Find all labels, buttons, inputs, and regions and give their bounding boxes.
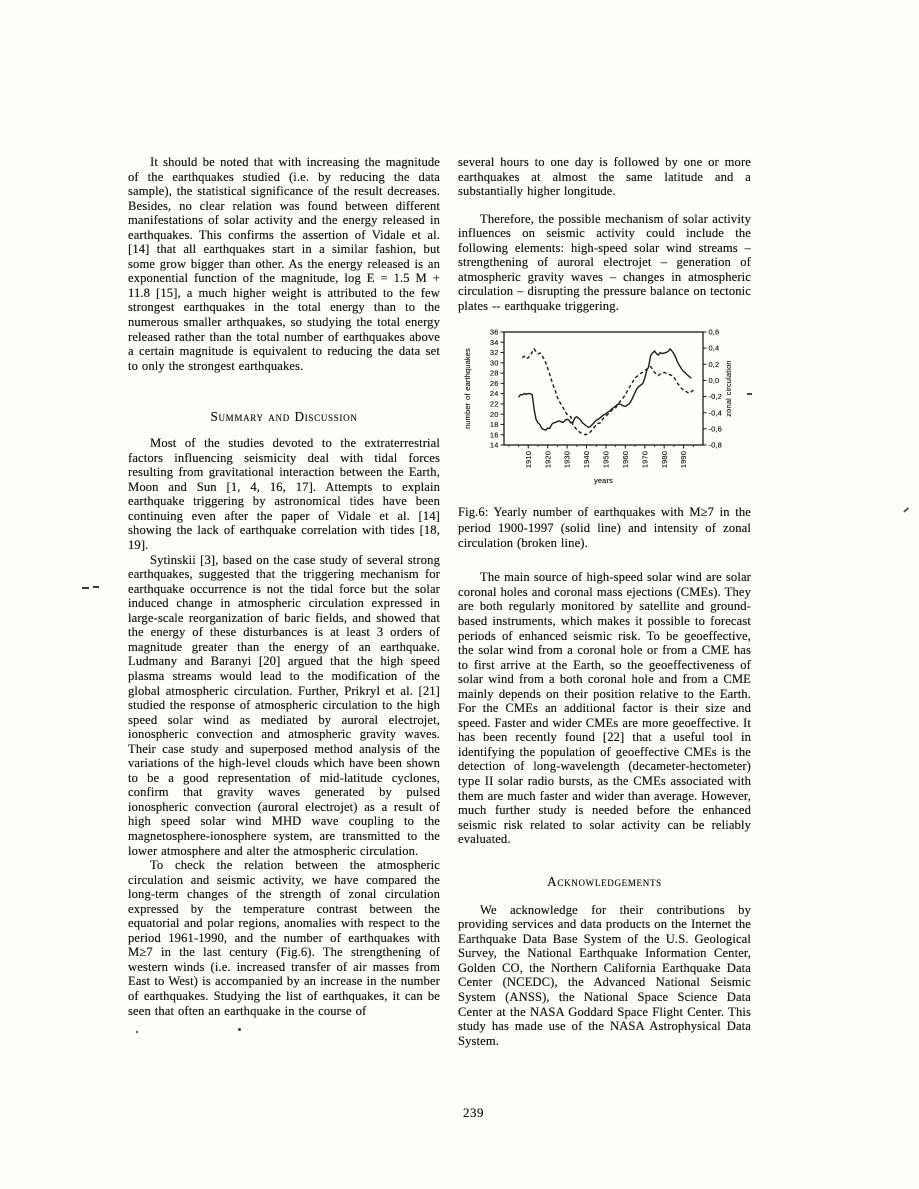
paragraph-continuation: several hours to one day is followed by one or more earthquakes at almost the same latitude and a substantially higher longitude.: [458, 155, 751, 199]
svg-text:14: 14: [489, 441, 499, 451]
svg-text:-0,6: -0,6: [708, 424, 722, 434]
svg-text:1990: 1990: [679, 451, 689, 469]
paragraph-sytinskii: Sytinskii [3], based on the case study of several strong earthquakes, suggested that the triggering mechanism for earthquake occurrence is not the tidal force but the solar induced change in atmospheric circulation expressed in large-scale reorganization of baric fields, and showed that the energy of these disturbances is at least 3 orders of magnitude greater than the energy of an earthquake. Ludmany and Baranyi [20] argued that the high speed plasma streams would lead to the modification of the global atmospheric circulation. Further, Prikryl et al. [21] studied the response of atmospheric circulation to the high speed solar wind as mediated by auroral electrojet, ionospheric convection and atmospheric gravity waves. Their case study and superposed method analysis of the variations of the high-level clouds which have been shown to be a good representation of mid-latitude cyclones, confirm that gravity waves generated by pulsed ionospheric convection (auroral electrojet) as a result of high speed solar wind MHD wave coupling to the magnetosphere-ionosphere system, are transmitted to the lower atmosphere and alter the atmospheric circulation.: [128, 552, 440, 858]
svg-text:22: 22: [489, 399, 499, 409]
figure-chart: [458, 326, 751, 498]
svg-text:30: 30: [489, 358, 499, 368]
scan-artifact: [903, 507, 909, 512]
svg-text:1950: 1950: [601, 451, 611, 469]
scan-artifact: [93, 586, 99, 588]
svg-text:26: 26: [489, 379, 499, 389]
svg-text:16: 16: [489, 430, 499, 440]
svg-text:0,4: 0,4: [708, 344, 720, 354]
svg-text:1940: 1940: [582, 451, 592, 469]
figure-caption: Fig.6: Yearly number of earthquakes with M≥7 in the period 1900-1997 (solid line) and intensity of zonal circulation (broken line).: [458, 505, 751, 551]
svg-text:1960: 1960: [620, 451, 630, 469]
svg-text:20: 20: [489, 410, 499, 420]
paragraph-tidal-forces: Most of the studies devoted to the extraterrestrial factors influencing seismicity deal with tidal forces resulting from gravitational interaction between the Earth, Moon and Sun [1, 4, 16, 17]. Attempts to explain earthquake triggering by astronomical tides have been continuing even after the paper of Vidale et al. [14] showing the lack of earthquake correlation with tides [18, 19].: [128, 436, 440, 553]
paragraph-magnitude-significance: It should be noted that with increasing the magnitude of the earthquakes studied (i.e. by reducing the data sample), the statistical significance of the result decreases. Besides, no clear relation was found between different manifestations of solar activity and the energy released in earthquakes. This confirms the assertion of Vidale et al. [14] that all earthquakes start in a similar fashion, but some grow bigger than other. As the energy released is an exponential function of the magnitude, log E = 1.5 M + 11.8 [15], a much higher weight is attributed to the few strongest earthquakes in the total energy than to the numerous smaller arthquakes, so studying the total energy released rather than the total number of earthquakes above a certain magnitude is equivalent to reducing the data set to only the strongest earthquakes.: [128, 155, 440, 373]
svg-text:18: 18: [489, 420, 499, 430]
svg-text:0,2: 0,2: [708, 360, 720, 370]
svg-text:1910: 1910: [523, 451, 533, 469]
paragraph-zonal-comparison: To check the relation between the atmospheric circulation and seismic activity, we have compared the long-term changes of the strength of zonal circulation expressed by the temperature contrast between the equatorial and polar regions, anomalies with respect to the period 1961-1990, and the number of earthquakes with M≥7 in the last century (Fig.6). The strengthening of western winds (i.e. increased transfer of air masses from East to West) is accompanied by an increase in the number of earthquakes. Studying the list of earthquakes, it can be seen that often an earthquake in the course of: [128, 858, 440, 1018]
svg-text:-0,4: -0,4: [708, 408, 722, 418]
svg-text:0,0: 0,0: [708, 376, 720, 386]
svg-text:0,6: 0,6: [708, 328, 720, 338]
svg-text:-0,8: -0,8: [708, 441, 722, 451]
svg-text:28: 28: [489, 369, 499, 379]
paragraph-mechanism: Therefore, the possible mechanism of solar activity influences on seismic activity could include the following elements: high-speed solar wind streams – strengthening of auroral electrojet – generation of atmospheric gravity waves – changes in atmospheric circulation – disrupting the pressure balance on tectonic plates -- earthquake triggering.: [458, 211, 751, 313]
scan-artifact: [238, 1028, 241, 1031]
section-heading-acknowledgements: Acknowledgements: [547, 873, 662, 889]
svg-text:1980: 1980: [659, 451, 669, 469]
svg-text:32: 32: [489, 348, 499, 358]
section-heading-summary-discussion: Summary and Discussion: [210, 409, 358, 425]
scan-artifact: [82, 587, 89, 589]
svg-text:36: 36: [489, 328, 499, 338]
svg-text:24: 24: [489, 389, 499, 399]
svg-text:34: 34: [489, 338, 499, 348]
svg-text:number of earthquakes: number of earthquakes: [463, 348, 472, 430]
svg-text:-0,2: -0,2: [708, 392, 722, 402]
scan-artifact: [136, 1031, 138, 1033]
svg-text:1930: 1930: [562, 451, 572, 469]
svg-text:1970: 1970: [640, 451, 650, 469]
left-column: [128, 155, 440, 1018]
right-column: [458, 155, 751, 1048]
earthquakes-zonal-circulation-chart: [458, 326, 751, 498]
svg-text:years: years: [594, 476, 613, 486]
svg-text:zonal circulation: zonal circulation: [724, 360, 733, 418]
page-number: 239: [463, 1105, 484, 1120]
svg-text:1920: 1920: [543, 451, 553, 469]
scan-artifact: [747, 393, 752, 395]
paragraph-acknowledgements: We acknowledge for their contributions by providing services and data products on the Internet the Earthquake Data Base System of the U.S. Geological Survey, the National Earthquake Information Center, Golden CO, the Northern California Earthquake Data Center (NCEDC), the Advanced National Seismic System (ANSS), the National Space Science Data Center at the NASA Goddard Space Flight Center. This study has made use of the NASA Astrophysical Data System.: [458, 902, 751, 1048]
paragraph-solar-wind-sources: The main source of high-speed solar wind are solar coronal holes and coronal mass ejections (CMEs). They are both regularly monitored by satellite and ground-based instruments, which makes it possible to forecast periods of enhanced seismic risk. To be geoeffective, the solar wind from a coronal hole or from a CME has to first arrive at the Earth, so the geoeffectiveness of solar wind from a both coronal hole and from a CME mainly depends on their position relative to the Earth. For the CMEs an additional factor is their size and speed. Faster and wider CMEs are more geoeffective. It has been recently found [22] that a useful tool in identifying the population of geoeffective CMEs is the detection of long-wavelength (decameter-hectometer) type II solar radio bursts, as the CMEs associated with them are much faster and wider than average. However, much further study is needed before the enhanced seismic risk related to solar activity can be reliably evaluated.: [458, 570, 751, 847]
